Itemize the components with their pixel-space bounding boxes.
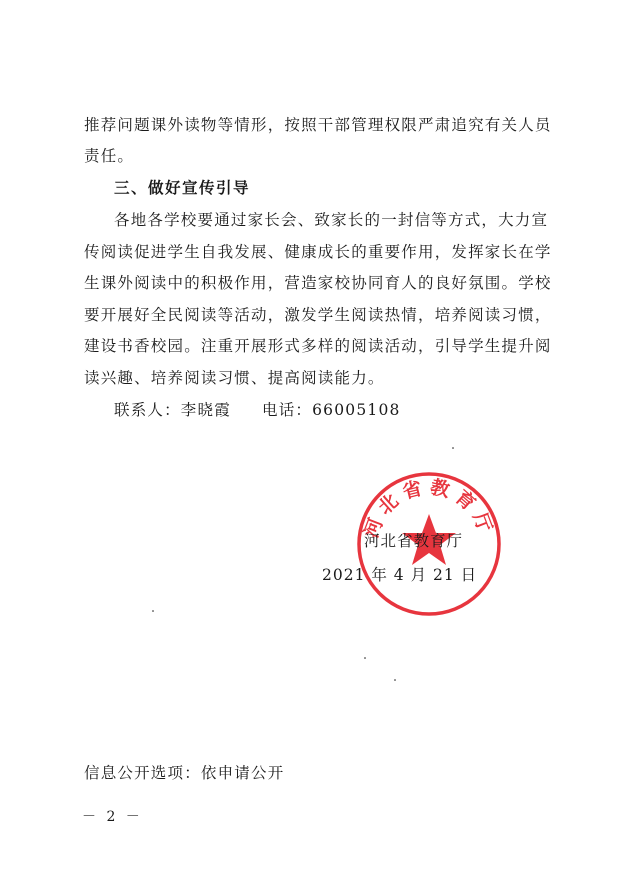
scan-speck: [452, 447, 454, 449]
paragraph-line-6: 读兴趣、培养阅读习惯、提高阅读能力。: [84, 369, 385, 387]
paragraph-line-5: 建设书香校园。注重开展形式多样的阅读活动，引导学生提升阅: [84, 337, 552, 355]
section-heading: 三、做好宣传引导: [114, 179, 251, 197]
disclosure-option: 信息公开选项：依申请公开: [84, 764, 285, 782]
paragraph-line-1: 各地各学校要通过家长会、致家长的一封信等方式，大力宣: [114, 211, 549, 229]
body-line-2: 责任。: [84, 147, 135, 165]
signature-org: 河北省教育厅: [364, 532, 464, 550]
scan-speck: [152, 610, 154, 612]
paragraph-line-4: 要开展好全民阅读等活动，激发学生阅读热情，培养阅读习惯，: [84, 306, 552, 324]
body-line-1: 推荐问题课外读物等情形，按照干部管理权限严肃追究有关人员: [84, 116, 552, 134]
page-number: － 2 －: [82, 809, 143, 825]
paragraph-line-3: 生课外阅读中的积极作用，营造家校协同育人的良好氛围。学校: [84, 274, 552, 292]
paragraph-line-2: 传阅读促进学生自我发展、健康成长的重要作用，发挥家长在学: [84, 243, 552, 261]
scan-speck: [364, 657, 366, 659]
svg-text:河北省教育厅: 河北省教育厅: [360, 476, 498, 541]
scan-speck: [394, 679, 396, 681]
contact-phone: 电话：66005108: [262, 401, 401, 419]
contact-person: 联系人：李晓霞: [114, 401, 231, 419]
signature-date: 2021 年 4 月 21 日: [322, 566, 478, 584]
